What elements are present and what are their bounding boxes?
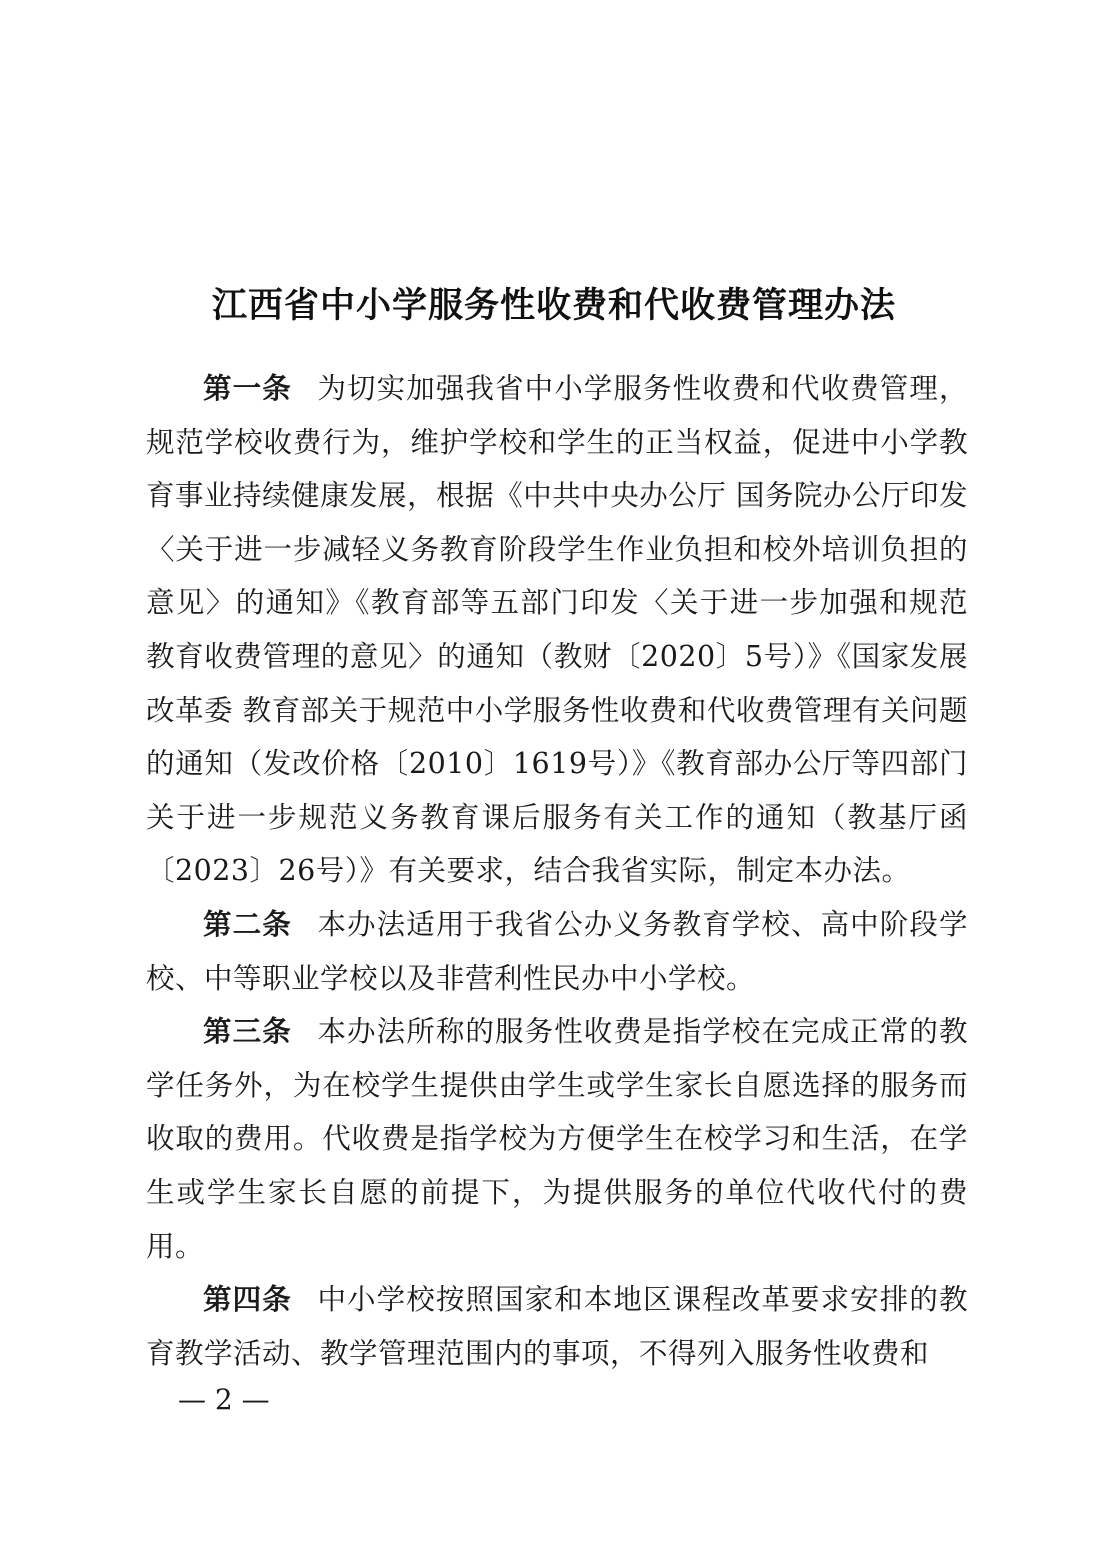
article-3 bbox=[146, 1005, 968, 1273]
page-number: — 2 — bbox=[178, 1383, 270, 1416]
article-3-text: 本办法所称的服务性收费是指学校在完成正常的教学任务外，为在校学生提供由学生或学生家长自愿选择的服务而收取的费用。代收费是指学校为方便学生在校学习和生活，在学生或学生家长自愿的前提下，为提供服务的单位代收代付的费用。 bbox=[146, 1015, 968, 1263]
document-body bbox=[146, 362, 968, 1380]
article-1-text: 为切实加强我省中小学服务性收费和代收费管理，规范学校收费行为，维护学校和学生的正当权益，促进中小学教育事业持续健康发展，根据《中共中央办公厅 国务院办公厅印发〈关于进一步减轻义务教育阶段学生作业负担和校外培训负担的意见〉的通知》《教育部等五部门印发〈关于进一步加强和规范教育收费管理的意见〉的通知（教财〔2020〕5号）》《国家发展改革委 教育部关于规范中小学服务性收费和代收费管理有关问题的通知（发改价格〔2010〕1619号）》《教育部办公厅等四部门关于进一步规范义务教育课后服务有关工作的通知（教基厅函〔2023〕26号）》有关要求，结合我省实际，制定本办法。 bbox=[146, 372, 968, 888]
article-1-heading: 第一条 bbox=[203, 372, 292, 405]
article-4-heading: 第四条 bbox=[203, 1283, 292, 1317]
article-2-heading: 第二条 bbox=[203, 907, 292, 941]
article-2-text: 本办法适用于我省公办义务教育学校、高中阶段学校、中等职业学校以及非营利性民办中小学校。 bbox=[146, 907, 968, 995]
document-title: 江西省中小学服务性收费和代收费管理办法 bbox=[211, 286, 896, 327]
article-3-heading: 第三条 bbox=[203, 1015, 292, 1049]
article-4-text: 中小学校按照国家和本地区课程改革要求安排的教育教学活动、教学管理范围内的事项，不得列入服务性收费和 bbox=[146, 1283, 968, 1370]
article-2 bbox=[146, 898, 968, 1005]
article-4 bbox=[146, 1273, 968, 1380]
article-1 bbox=[146, 362, 968, 898]
